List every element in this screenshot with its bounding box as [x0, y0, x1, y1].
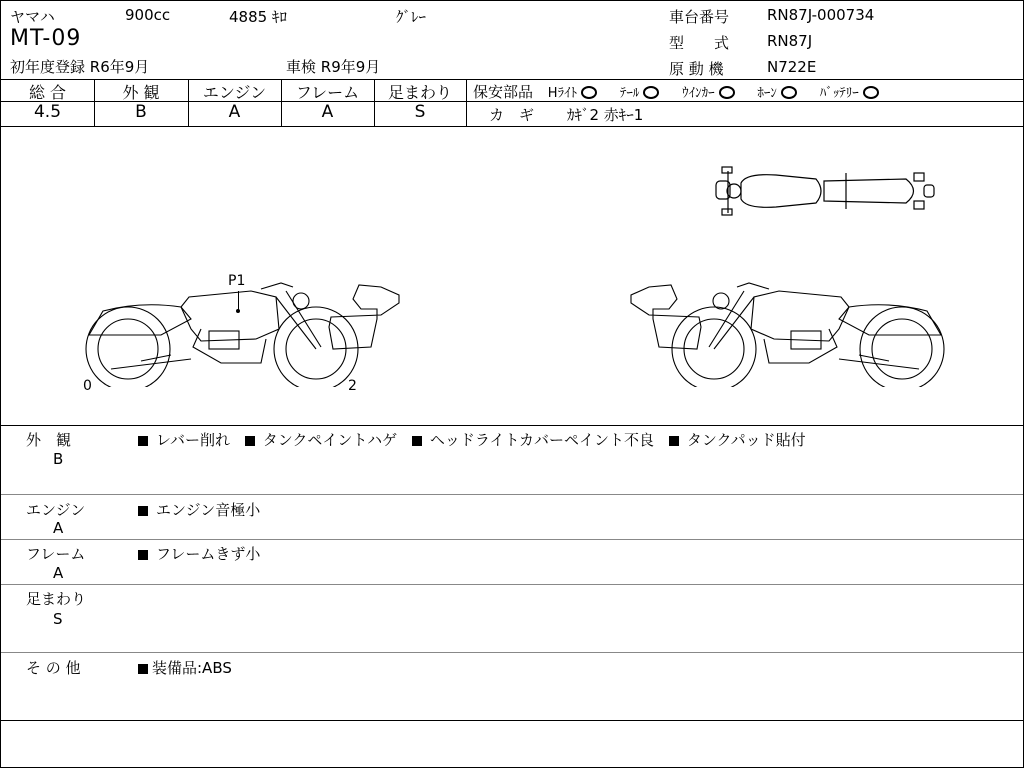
bullet-square-icon: [138, 550, 148, 560]
safety-parts-label: 保安部品: [473, 83, 534, 101]
grade-suspension-value: S: [414, 102, 426, 122]
keys-label: カ ギ: [489, 106, 535, 124]
color: ｸﾞﾚｰ: [396, 8, 427, 26]
damage-marker-line: [238, 291, 239, 311]
displacement: 900cc: [125, 6, 171, 24]
motorcycle-top-view-icon: [706, 161, 946, 221]
notes-frame-label: フレーム: [26, 545, 86, 563]
engine-code-label: 原 動 機: [669, 60, 724, 78]
bullet-square-icon: [138, 506, 148, 516]
notes-exterior-label: 外 観: [26, 431, 72, 449]
bullet-square-icon: [669, 436, 679, 446]
notes-frame-items: フレームきず小: [138, 543, 270, 564]
notes-engine-items: エンジン音極小: [138, 499, 270, 520]
horn-label: ﾎｰﾝ: [757, 86, 777, 101]
inspection-expiry: 車検 R9年9月: [286, 58, 381, 76]
grade-frame-value: A: [321, 102, 334, 122]
notes-engine-grade: A: [53, 519, 64, 537]
grade-suspension-label: 足まわり: [387, 83, 452, 102]
notes-frame-grade: A: [53, 564, 64, 582]
battery-label: ﾊﾞｯﾃﾘｰ: [819, 86, 859, 101]
safety-parts-row: [473, 81, 879, 102]
bullet-square-icon: [412, 436, 422, 446]
maker: ヤマハ: [10, 8, 55, 26]
bullet-square-icon: [138, 664, 148, 674]
ok-circle-icon: [643, 86, 659, 99]
grade-frame-label: フレーム: [295, 83, 360, 102]
keys-value: ｶｷﾞ2 赤ｷｰ1: [567, 106, 644, 124]
first-registration: 初年度登録 R6年9月: [10, 58, 150, 76]
grade-exterior-label: 外 観: [122, 83, 160, 102]
engine-code: N722E: [767, 58, 817, 76]
notes-engine-label: エンジン: [26, 501, 86, 519]
type-label: 型 式: [669, 34, 730, 52]
mileage: 4885 ｷﾛ: [229, 8, 287, 26]
type-value: RN87J: [767, 32, 813, 50]
diagram-index-left: 0: [83, 378, 92, 394]
notes-other-label: そ の 他: [26, 659, 81, 677]
grade-exterior-value: B: [135, 102, 147, 122]
grade-engine-label: エンジン: [202, 83, 267, 102]
bullet-square-icon: [138, 436, 148, 446]
motorcycle-left-side-icon: [81, 269, 411, 387]
model-name: MT-09: [10, 26, 82, 51]
ok-circle-icon: [581, 86, 597, 99]
notes-exterior-items: レバー削れ タンクペイントハゲ ヘッドライトカバーペイント不良 タンクパッド貼付: [138, 429, 816, 450]
damage-marker-label: P1: [228, 273, 246, 289]
ok-circle-icon: [781, 86, 797, 99]
taillight-label: ﾃｰﾙ: [619, 86, 640, 101]
ok-circle-icon: [863, 86, 879, 99]
frame-number-label: 車台番号: [669, 8, 730, 26]
notes-exterior-grade: B: [53, 450, 64, 468]
damage-marker-dot: [236, 309, 240, 313]
grade-engine-value: A: [228, 102, 241, 122]
grade-overall-label: 総 合: [28, 83, 67, 102]
ok-circle-icon: [719, 86, 735, 99]
diagram-index-right: 2: [348, 378, 357, 394]
bullet-square-icon: [245, 436, 255, 446]
frame-number: RN87J-000734: [767, 6, 875, 24]
notes-suspension-grade: S: [53, 610, 63, 628]
notes-other-items: 装備品:ABS: [138, 657, 242, 678]
grade-overall-value: 4.5: [33, 102, 62, 122]
turn-signal-label: ｳｲﾝｶｰ: [682, 86, 715, 101]
motorcycle-right-side-icon: [619, 269, 949, 387]
headlight-label: Hﾗｲﾄ: [547, 86, 578, 101]
notes-suspension-label: 足まわり: [26, 590, 87, 608]
